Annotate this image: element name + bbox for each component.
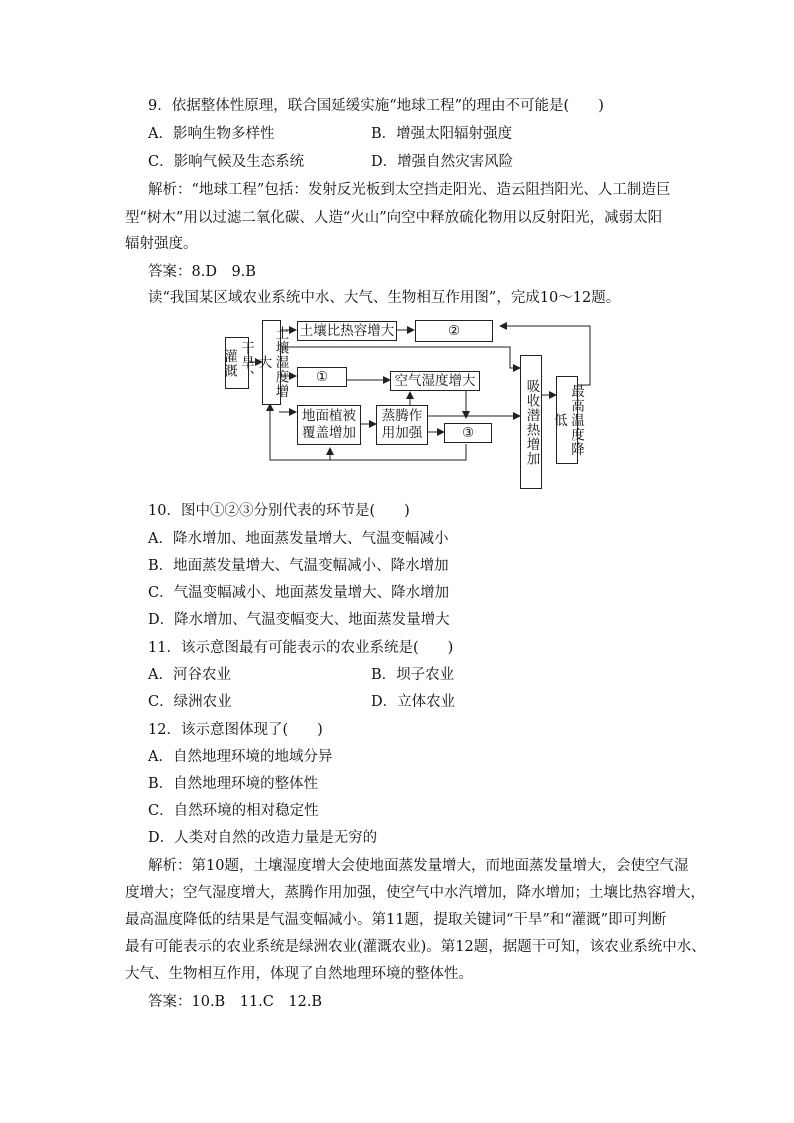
q10-option-b: B．地面蒸发量增大、气温变幅减小、降水增加: [148, 558, 449, 574]
circle1-label: ①: [315, 368, 329, 385]
heat-capacity-label: 土壤比热容增大: [299, 322, 395, 339]
max-temp-label: 最高温度降低: [551, 383, 584, 457]
drought-irrigation-box: [221, 337, 254, 389]
q12-option-a: A．自然地理环境的地域分异: [148, 749, 333, 765]
transpiration-label-line2: 用加强: [381, 425, 423, 441]
q11-option-c: C．绿洲农业: [148, 694, 232, 710]
diagram-arrows: [0, 0, 794, 500]
analysis2-line1: 解析：第10题，土壤湿度增大会使地面蒸发量增大，而地面蒸发量增大，会使空气湿: [148, 858, 689, 874]
circle2-label: ②: [447, 322, 461, 339]
q10-option-d: D．降水增加、气温变幅变大、地面蒸发量增大: [148, 612, 450, 628]
q11-stem: 11．该示意图最有可能表示的农业系统是( ): [148, 640, 454, 656]
q9-option-b: B．增强太阳辐射强度: [371, 126, 513, 142]
analysis2-line4: 最有可能表示的农业系统是绿洲农业(灌溉农业)。第12题，据题干可知，该农业系统中水、: [125, 939, 706, 955]
q9-analysis-line2: 型“树木”用以过滤二氧化碳、人造“火山”向空中释放硫化物用以反射阳光，减弱太阳: [125, 210, 663, 226]
transpiration-box: [376, 405, 428, 445]
soil-humidity-box: [255, 320, 289, 405]
max-temp-box: [551, 376, 584, 464]
circle3-box: [444, 423, 492, 443]
circle2-box: [415, 320, 493, 342]
vegetation-box: [297, 405, 361, 445]
latent-heat-box: [520, 355, 542, 489]
q12-stem: 12．该示意图体现了( ): [148, 722, 323, 738]
heat-capacity-box: [297, 321, 397, 341]
soil-humidity-label: 土壤湿度增大: [255, 326, 289, 399]
q12-option-c: C．自然环境的相对稳定性: [148, 803, 319, 819]
vegetation-label-line2: 覆盖增加: [302, 425, 356, 441]
latent-heat-label: 吸收潜热增加: [523, 378, 540, 466]
q10-option-a: A．降水增加、地面蒸发量增大、气温变幅减小: [148, 531, 449, 547]
q9-answer: 答案：8.D 9.B: [148, 264, 256, 280]
analysis2-answer: 答案：10.B 11.C 12.B: [148, 994, 323, 1010]
circle3-label: ③: [461, 424, 475, 441]
q9-stem: 9．依据整体性原理，联合国延缓实施“地球工程”的理由不可能是( ): [148, 98, 604, 114]
analysis2-line2: 度增大；空气湿度增大，蒸腾作用加强，使空气中水汽增加，降水增加；土壤比热容增大，: [125, 885, 705, 901]
q9-analysis-line3: 辐射强度。: [125, 236, 198, 252]
q10-stem: 10．图中①②③分别代表的环节是( ): [148, 503, 410, 519]
q11-option-a: A．河谷农业: [148, 667, 231, 683]
q11-option-d: D．立体农业: [371, 694, 456, 710]
drought-irrigation-label: 干旱、灌溉: [221, 341, 254, 385]
air-humidity-label: 空气湿度增大: [394, 372, 476, 389]
intro-text: 读“我国某区域农业系统中水、大气、生物相互作用图”，完成10～12题。: [148, 290, 621, 306]
analysis2-line5: 大气、生物相互作用，体现了自然地理环境的整体性。: [125, 966, 473, 982]
q12-option-d: D．人类对自然的改造力量是无穷的: [148, 830, 378, 846]
circle1-box: [297, 367, 347, 387]
q9-option-a: A．影响生物多样性: [148, 126, 275, 142]
q9-analysis-line1: 解析：“地球工程”包括：发射反光板到太空挡走阳光、造云阻挡阳光、人工制造巨: [148, 182, 671, 198]
q10-option-c: C．气温变幅减小、地面蒸发量增大、降水增加: [148, 585, 450, 601]
q9-option-d: D．增强自然灾害风险: [371, 154, 514, 170]
q9-option-c: C．影响气候及生态系统: [148, 154, 305, 170]
transpiration-label-line1: 蒸腾作: [381, 408, 423, 424]
q12-option-b: B．自然地理环境的整体性: [148, 776, 319, 792]
vegetation-label-line1: 地面植被: [302, 408, 356, 424]
air-humidity-box: [390, 371, 480, 391]
q11-option-b: B．坝子农业: [371, 667, 455, 683]
analysis2-line3: 最高温度降低的结果是气温变幅减小。第11题，提取关键词“干旱”和“灌溉”即可判断: [125, 912, 667, 928]
